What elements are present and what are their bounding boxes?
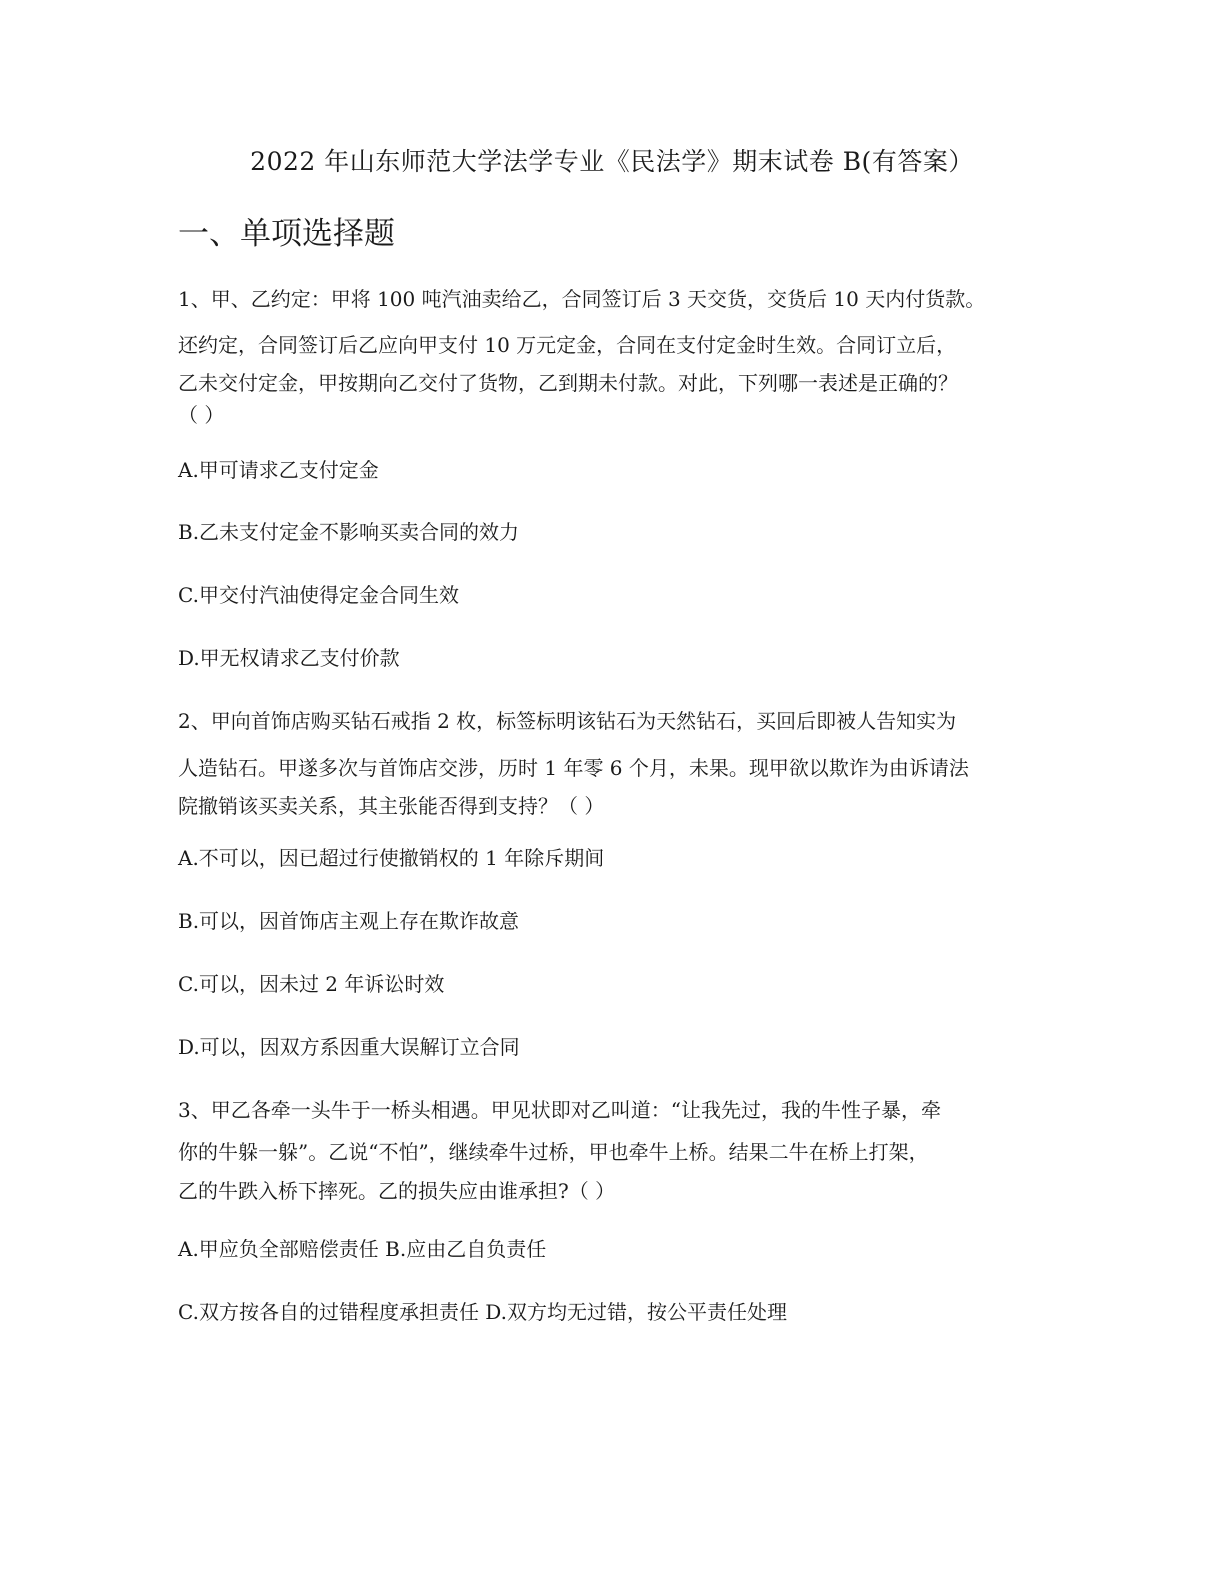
question-1-option-d: D.甲无权请求乙支付价款: [178, 646, 400, 670]
question-3-options-row-1: A.甲应负全部赔偿责任 B.应由乙自负责任: [178, 1237, 547, 1261]
question-2-stem-line-2: 人造钻石。甲遂多次与首饰店交涉，历时 1 年零 6 个月，未果。现甲欲以欺诈为由诉请法: [178, 756, 969, 780]
question-3-stem-line-1: 3、甲乙各牵一头牛于一桥头相遇。甲见状即对乙叫道：“让我先过，我的牛性子暴，牵: [178, 1098, 941, 1122]
question-1-stem-line-3: 乙未交付定金，甲按期向乙交付了货物，乙到期未付款。对此，下列哪一表述是正确的？: [178, 371, 958, 395]
question-1-option-a: A.甲可请求乙支付定金: [178, 458, 379, 482]
question-2-option-a: A.不可以，因已超过行使撤销权的 1 年除斥期间: [178, 846, 605, 870]
question-2-option-c: C.可以，因未过 2 年诉讼时效: [178, 972, 445, 996]
question-1-stem-line-1: 1、甲、乙约定：甲将 100 吨汽油卖给乙，合同签订后 3 天交货，交货后 10 天内付货款。: [178, 287, 986, 311]
section-heading: 一、单项选择题: [178, 216, 395, 252]
question-1-stem-line-2: 还约定，合同签订后乙应向甲支付 10 万元定金，合同在支付定金时生效。合同订立后，: [178, 333, 957, 357]
document-title: 2022 年山东师范大学法学专业《民法学》期末试卷 B(有答案）: [250, 147, 974, 176]
question-2-stem-line-3: 院撤销该买卖关系，其主张能否得到支持？（ ）: [178, 794, 605, 818]
question-2-stem-line-1: 2、甲向首饰店购买钻石戒指 2 枚，标签标明该钻石为天然钻石，买回后即被人告知实为: [178, 709, 957, 733]
question-1-option-c: C.甲交付汽油使得定金合同生效: [178, 583, 459, 607]
question-2-option-d: D.可以，因双方系因重大误解订立合同: [178, 1035, 520, 1059]
question-2-option-b: B.可以，因首饰店主观上存在欺诈故意: [178, 909, 520, 933]
question-3-options-row-2: C.双方按各自的过错程度承担责任 D.双方均无过错，按公平责任处理: [178, 1300, 787, 1324]
question-1-answer-blank: （ ）: [178, 403, 225, 427]
question-3-stem-line-2: 你的牛躲一躲”。乙说“不怕”，继续牵牛过桥，甲也牵牛上桥。结果二牛在桥上打架，: [178, 1140, 929, 1164]
question-1-option-b: B.乙未支付定金不影响买卖合同的效力: [178, 520, 520, 544]
question-3-stem-line-3: 乙的牛跌入桥下摔死。乙的损失应由谁承担?（ ）: [178, 1179, 616, 1203]
